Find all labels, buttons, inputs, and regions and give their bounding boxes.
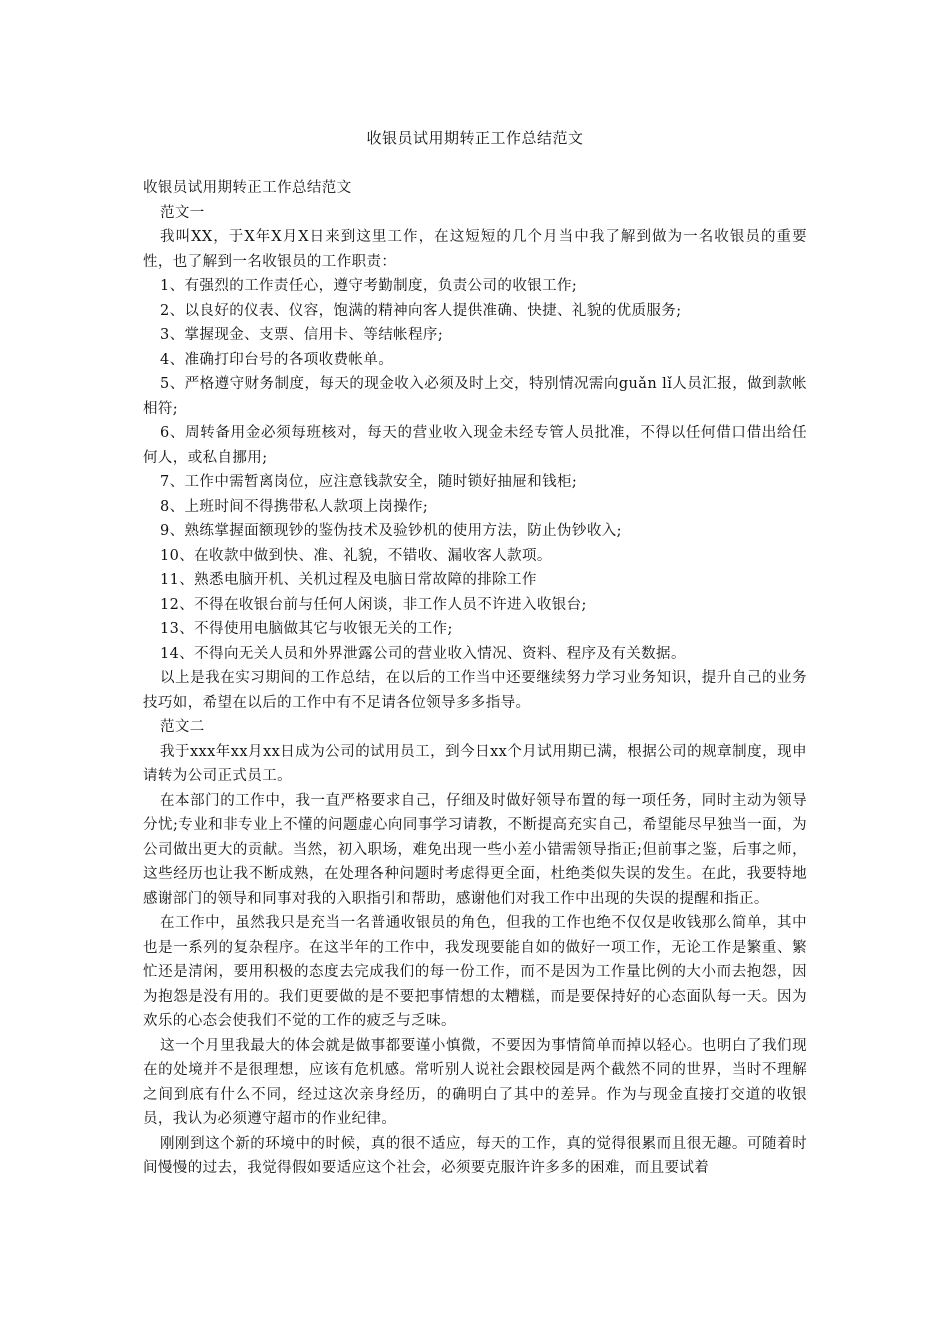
document-title: 收银员试用期转正工作总结范文 <box>366 129 584 147</box>
list-item: 2、以良好的仪表、仪容，饱满的精神向客人提供准确、快捷、礼貌的优质服务; <box>160 302 682 319</box>
list-item: 3、掌握现金、支票、信用卡、等结帐程序; <box>160 327 444 343</box>
body-heading: 收银员试用期转正工作总结范文 <box>143 180 352 196</box>
list-item: 12、不得在收银台前与任何人闲谈，非工作人员不许进入收银台; <box>160 596 587 613</box>
list-item: 11、熟悉电脑开机、关机过程及电脑日常故障的排除工作 <box>160 572 537 588</box>
paragraph: 我叫XX，于X年X月X日来到这里工作，在这短短的几个月当中我了解到做为一名收银员的重要性，也了解到一名收银员的工作职责： <box>143 229 807 270</box>
paragraph: 刚刚到这个新的环境中的时候，真的很不适应，每天的工作，真的觉得很累而且很无趣。可随着时间慢慢的过去，我觉得假如要适应这个社会，必须要克服许许多多的困难，而且要试着 <box>143 1135 807 1176</box>
list-item: 10、在收款中做到快、准、礼貌，不错收、漏收客人款项。 <box>160 547 552 564</box>
paragraph: 这一个月里我最大的体会就是做事都要谨小慎微，不要因为事情简单而掉以轻心。也明白了我们现在的处境并不是很理想，应该有危机感。常听别人说社会跟校园是两个截然不同的世界，当时不理解之间到底有什么不同，经过这次亲身经历，的确明白了其中的差异。作为与现金直接打交道的收银员，我认为必须遵守超市的作业纪律。 <box>143 1037 807 1127</box>
list-item: 13、不得使用电脑做其它与收银无关的工作; <box>160 621 453 637</box>
list-item: 8、上班时间不得携带私人款项上岗操作; <box>160 498 429 515</box>
paragraph: 在工作中，虽然我只是充当一名普通收银员的角色，但我的工作也绝不仅仅是收钱那么简单，其中也是一系列的复杂程序。在这半年的工作中，我发现要能自如的做好一项工作，无论工作是繁重、繁忙还是清闲，要用积极的态度去完成我们的每一份工作，而不是因为工作量比例的大小而去抱怨，因为抱怨是没有用的。我们更要做的是不要把事情想的太糟糕，而是要保持好的心态面队每一天。因为欢乐的心态会使我们不觉的工作的疲乏与乏味。 <box>143 915 807 1029</box>
paragraph: 以上是我在实习期间的工作总结，在以后的工作当中还要继续努力学习业务知识，提升自己的业务技巧如，希望在以后的工作中有不足请各位领导多多指导。 <box>143 670 807 711</box>
list-item: 14、不得向无关人员和外界泄露公司的营业收入情况、资料、程序及有关数据。 <box>160 645 686 662</box>
list-item: 6、周转备用金必须每班核对，每天的营业收入现金未经专管人员批准，不得以任何借口借出给任何人，或私自挪用; <box>143 425 807 466</box>
paragraph: 在本部门的工作中，我一直严格要求自己，仔细及时做好领导布置的每一项任务，同时主动为领导分忧;专业和非专业上不懂的问题虚心向同事学习请教，不断提高充实自己，希望能尽早独当一面，为公司做出更大的贡献。当然，初入职场，难免出现一些小差小错需领导指正;但前事之鉴，后事之师，这些经历也让我不断成熟，在处理各种问题时考虑得更全面，杜绝类似失误的发生。在此，我要特地感谢部门的领导和同事对我的入职指引和帮助，感谢他们对我工作中出现的失误的提醒和指正。 <box>143 792 807 907</box>
list-item: 7、工作中需暂离岗位，应注意钱款安全，随时锁好抽屉和钱柜; <box>160 474 578 490</box>
list-item: 4、准确打印台号的各项收费帐单。 <box>160 351 394 368</box>
document-body <box>143 176 807 1181</box>
paragraph: 我于xxx年xx月xx日成为公司的试用员工，到今日xx个月试用期已满，根据公司的规章制度，现申请转为公司正式员工。 <box>143 743 807 784</box>
section-heading-sample-1: 范文一 <box>160 204 205 221</box>
list-item: 9、熟练掌握面额现钞的鉴伪技术及验钞机的使用方法，防止伪钞收入; <box>160 523 622 539</box>
section-heading-sample-2: 范文二 <box>160 719 205 735</box>
list-item: 5、严格遵守财务制度，每天的现金收入必须及时上交，特别情况需向guǎn lǐ人员汇报，做到款帐相符; <box>143 376 807 417</box>
list-item: 1、有强烈的工作责任心，遵守考勤制度，负责公司的收银工作; <box>160 278 578 294</box>
